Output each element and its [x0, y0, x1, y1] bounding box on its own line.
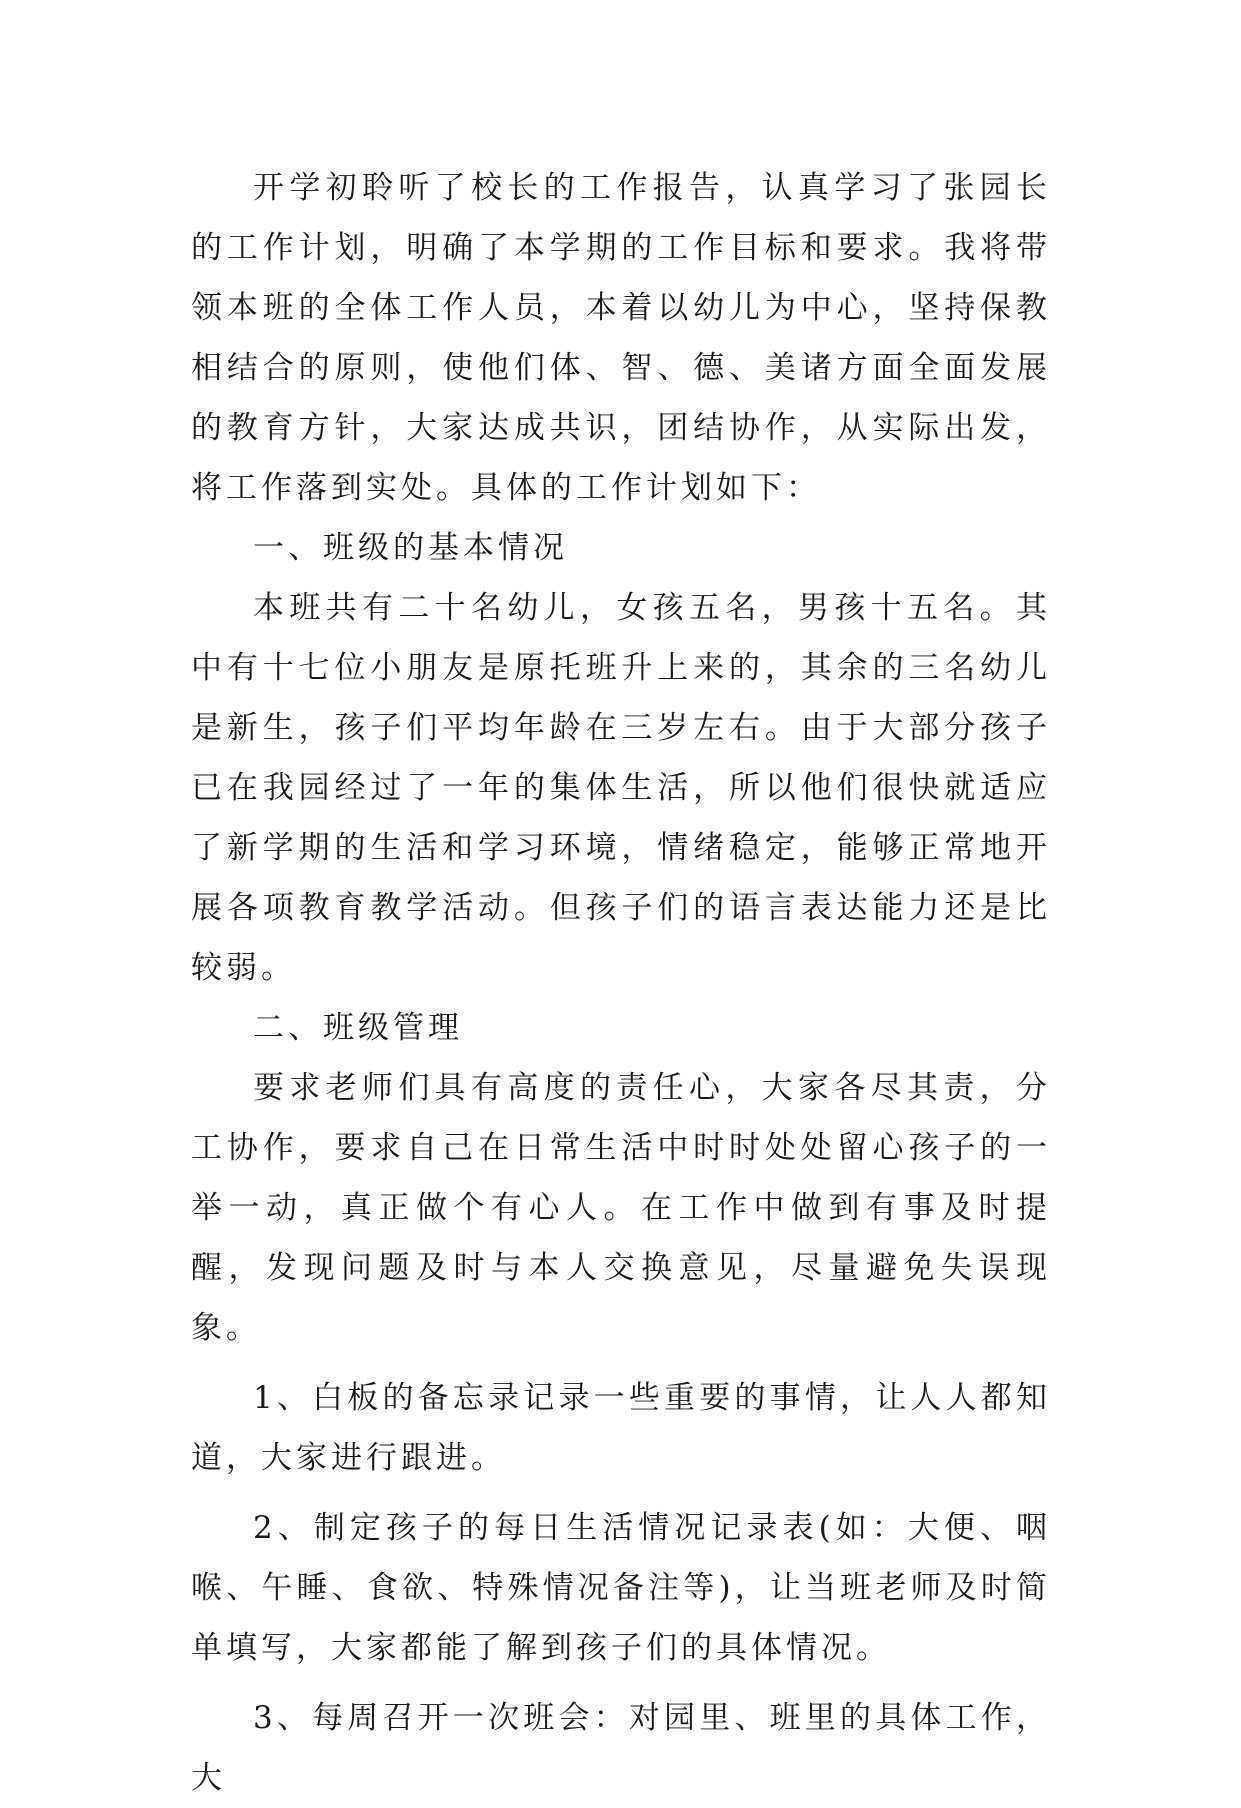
intro-paragraph: 开学初聆听了校长的工作报告，认真学习了张园长的工作计划，明确了本学期的工作目标和要求。我将带领本班的全体工作人员，本着以幼儿为中心，坚持保教相结合的原则，使他们体、智、德、美诸方面全面发展的教育方针，大家达成共识，团结协作，从实际出发，将工作落到实处。具体的工作计划如下： — [191, 170, 1051, 506]
list-item-3: 3、每周召开一次班会：对园里、班里的具体工作，大 — [191, 1700, 1051, 1796]
section-heading-basic-situation: 一、班级的基本情况 — [253, 530, 568, 566]
list-item-2: 2、制定孩子的每日生活情况记录表(如：大便、咽喉、午睡、食欲、特殊情况备注等)，让当班老师及时简单填写，大家都能了解到孩子们的具体情况。 — [191, 1510, 1051, 1666]
document-body — [191, 158, 1051, 1808]
section-heading-class-management: 二、班级管理 — [253, 1010, 463, 1046]
list-item-1: 1、白板的备忘录记录一些重要的事情，让人人都知道，大家进行跟进。 — [191, 1380, 1051, 1476]
basic-situation-paragraph: 本班共有二十名幼儿，女孩五名，男孩十五名。其中有十七位小朋友是原托班升上来的，其余的三名幼儿是新生，孩子们平均年龄在三岁左右。由于大部分孩子已在我园经过了一年的集体生活，所以他们很快就适应了新学期的生活和学习环境，情绪稳定，能够正常地开展各项教育教学活动。但孩子们的语言表达能力还是比较弱。 — [191, 590, 1051, 986]
class-management-paragraph: 要求老师们具有高度的责任心，大家各尽其责，分工协作，要求自己在日常生活中时时处处留心孩子的一举一动，真正做个有心人。在工作中做到有事及时提醒，发现问题及时与本人交换意见，尽量避免失误现象。 — [191, 1070, 1051, 1346]
